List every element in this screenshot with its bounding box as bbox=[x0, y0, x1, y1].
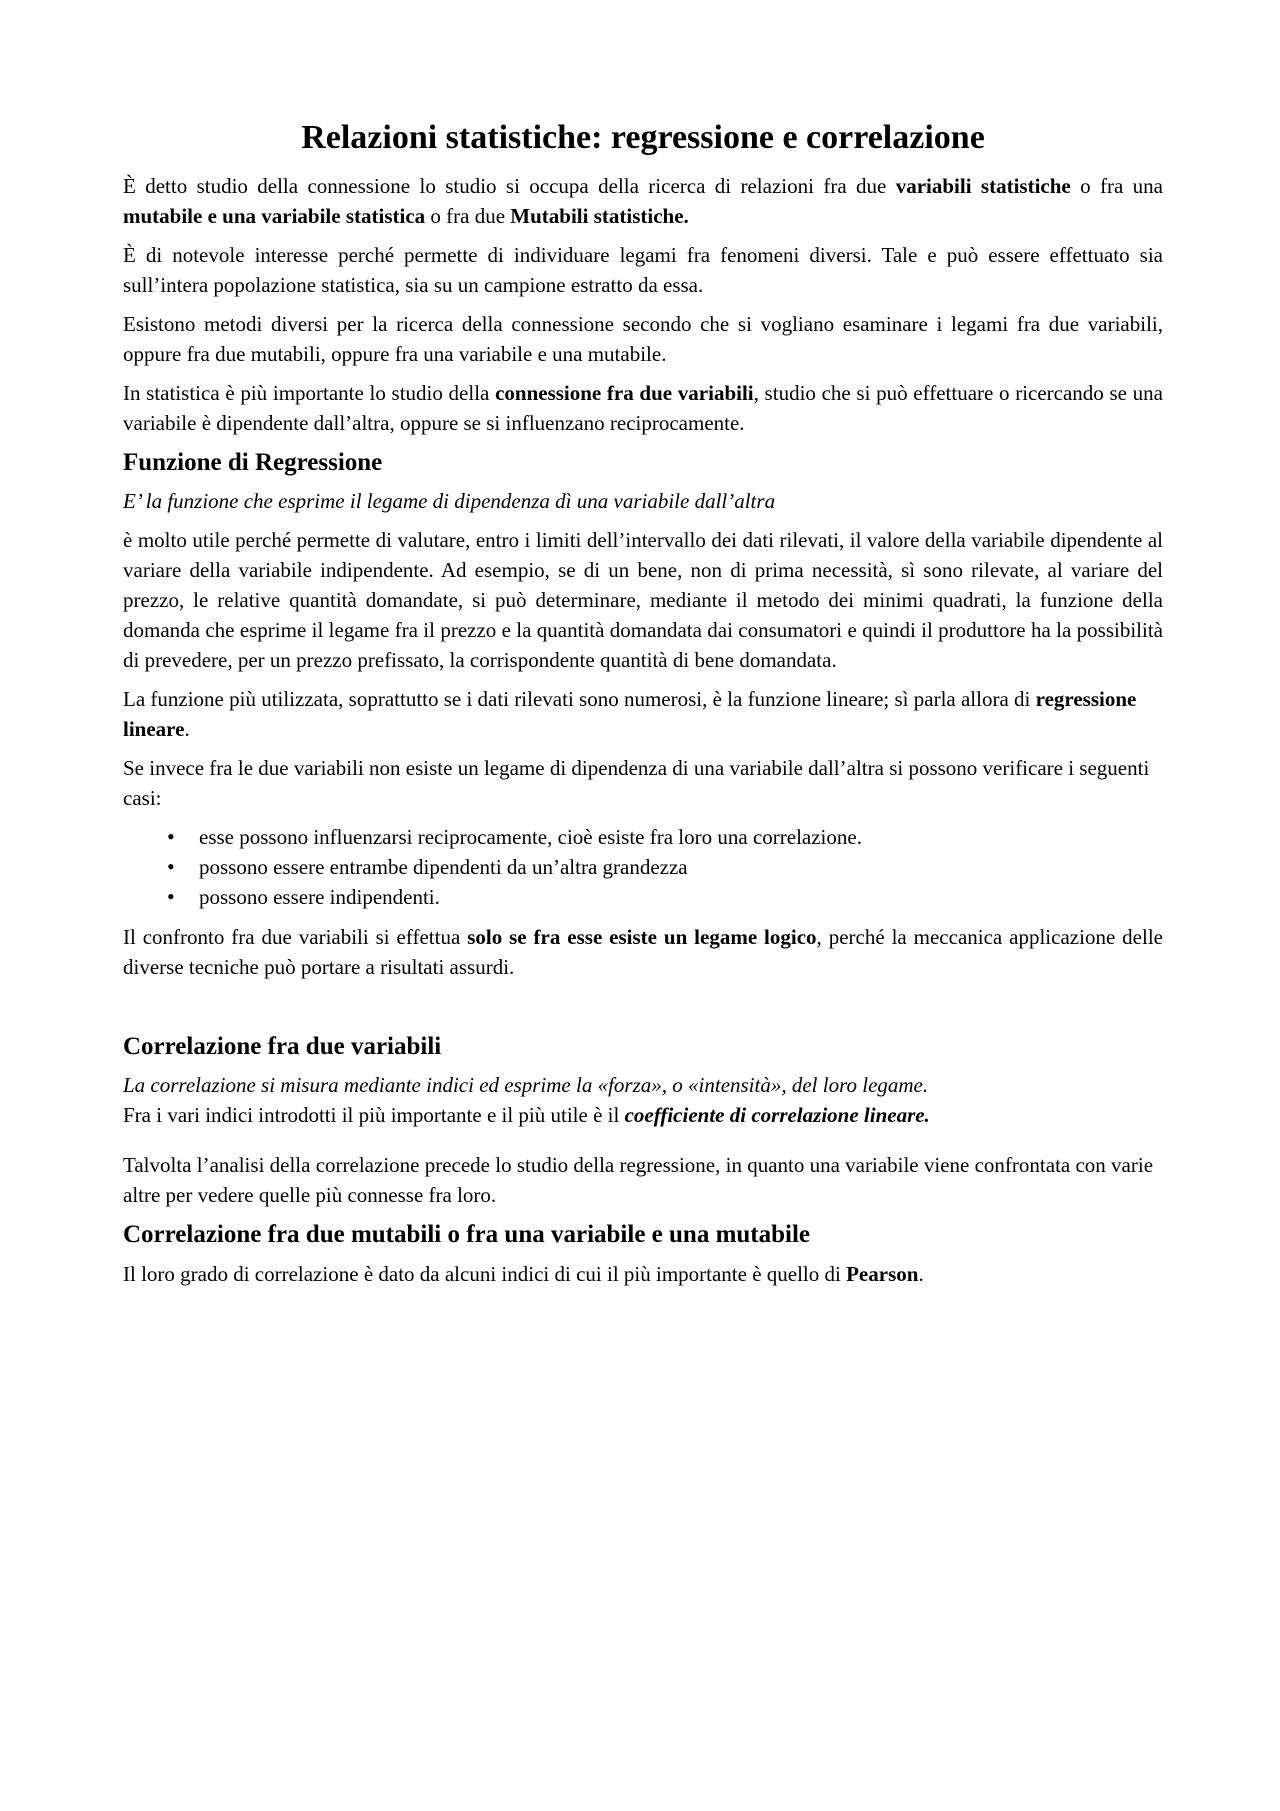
intro-paragraph-4 bbox=[123, 378, 1163, 438]
intro-p1-bold-1: variabili statistiche bbox=[895, 173, 1071, 198]
intro-p1-bold-3: Mutabili statistiche. bbox=[510, 203, 689, 228]
list-item bbox=[123, 852, 1163, 882]
list-item-text: possono essere entrambe dipendenti da un’altra grandezza bbox=[199, 855, 688, 880]
mutabili-paragraph-1 bbox=[123, 1259, 1163, 1289]
mutabili-p1-text-2: . bbox=[918, 1261, 924, 1286]
correlazione-paragraph-1: Talvolta l’analisi della correlazione precede lo studio della regressione, in quanto una variabile viene confrontata con varie altre per vedere quelle più connesse fra loro. bbox=[123, 1153, 1154, 1208]
regressione-p4-bold-1: solo se fra esse esiste un legame logico bbox=[467, 925, 817, 950]
intro-p1-text-2: o fra una bbox=[1070, 173, 1164, 198]
correlazione-intro bbox=[123, 1070, 1163, 1130]
spacer bbox=[123, 991, 1163, 1031]
intro-paragraph-1 bbox=[123, 171, 1163, 231]
intro-p1-text-3: o fra due bbox=[425, 203, 511, 228]
section-heading-mutabili: Correlazione fra due mutabili o fra una variabile e una mutabile bbox=[123, 1221, 811, 1249]
regressione-p2-text-2: . bbox=[184, 717, 190, 742]
correlazione-line-2-text: Fra i vari indici introdotti il più importante e il più utile è il bbox=[123, 1103, 625, 1128]
list-item-text: esse possono influenzarsi reciprocamente, cioè esiste fra loro una correlazione. bbox=[199, 825, 862, 850]
regressione-p4-text-1: Il confronto fra due variabili si effettua bbox=[123, 925, 468, 950]
bullet-icon: • bbox=[167, 884, 175, 910]
mutabili-p1-text-1: Il loro grado di correlazione è dato da alcuni indici di cui il più importante è quello di bbox=[123, 1261, 847, 1286]
intro-p4-bold-1: connessione fra due variabili bbox=[495, 380, 754, 405]
bullet-icon: • bbox=[167, 824, 175, 850]
regressione-p2-bold-1: regressione lineare bbox=[123, 687, 1137, 742]
intro-p1-text-1: È detto studio della connessione lo studio si occupa della ricerca di relazioni fra due bbox=[123, 173, 896, 198]
regressione-p2-text-1: La funzione più utilizzata, soprattutto se i dati rilevati sono numerosi, è la funzione lineare; sì parla allora di bbox=[123, 687, 1036, 712]
intro-p4-text-2: , studio che si può effettuare o ricercando se una variabile è dipendente dall’altra, oppure se si influenzano reciprocamente. bbox=[123, 380, 1163, 435]
list-item bbox=[123, 822, 1163, 852]
section-heading-correlazione: Correlazione fra due variabili bbox=[123, 1033, 442, 1061]
intro-p4-text-1: In statistica è più importante lo studio della bbox=[123, 380, 496, 405]
regressione-paragraph-1: è molto utile perché permette di valutare, entro i limiti dell’intervallo dei dati rilevati, il valore della variabile dipendente al variare della variabile indipendente. Ad esempio, se di un bene, non di prima necessità, sì sono rilevate, al variare del prezzo, le relative quantità domandate, si può determinare, mediante il metodo dei minimi quadrati, la funzione della domanda che esprime il legame fra il prezzo e la quantità domandata dai consumatori e quindi il produttore ha la possibilità di prevedere, per un prezzo prefissato, la corrispondente quantità di bene domandata. bbox=[123, 528, 1163, 673]
intro-p1-bold-2: mutabile e una variabile statistica bbox=[123, 203, 426, 228]
regressione-paragraph-2 bbox=[123, 684, 1163, 744]
spacer bbox=[123, 1130, 1163, 1150]
intro-paragraph-2: È di notevole interesse perché permette di individuare legami fra fenomeni diversi. Tale e può essere effettuato sia sull’intera popolazione statistica, sia su un campione estratto da essa. bbox=[123, 242, 1163, 297]
list-item bbox=[123, 882, 1163, 912]
correlazione-line-1: La correlazione si misura mediante indici ed esprime la «forza», o «intensità», del loro legame. bbox=[123, 1073, 929, 1098]
bullet-icon: • bbox=[167, 854, 175, 880]
list-item-text: possono essere indipendenti. bbox=[199, 885, 440, 910]
document-content bbox=[123, 118, 1163, 1298]
cases-list bbox=[123, 822, 1163, 912]
correlazione-line-2-bold-italic: coefficiente di correlazione lineare. bbox=[624, 1103, 930, 1128]
regressione-p4-text-2: , perché la meccanica applicazione delle diverse tecniche può portare a risultati assurdi. bbox=[123, 925, 1163, 980]
mutabili-p1-bold-1: Pearson bbox=[846, 1261, 919, 1286]
section-heading-regressione: Funzione di Regressione bbox=[123, 448, 383, 476]
regressione-paragraph-3: Se invece fra le due variabili non esiste un legame di dipendenza di una variabile dall’altra si possono verificare i seguenti casi: bbox=[123, 756, 1150, 811]
regressione-paragraph-4 bbox=[123, 922, 1163, 982]
page-title: Relazioni statistiche: regressione e correlazione bbox=[301, 119, 985, 156]
intro-paragraph-3: Esistono metodi diversi per la ricerca della connessione secondo che si vogliano esaminare i legami fra due variabili, oppure fra due mutabili, oppure fra una variabile e una mutabile. bbox=[123, 311, 1163, 366]
regressione-definition: E’ la funzione che esprime il legame di dipendenza dì una variabile dall’altra bbox=[123, 489, 776, 514]
